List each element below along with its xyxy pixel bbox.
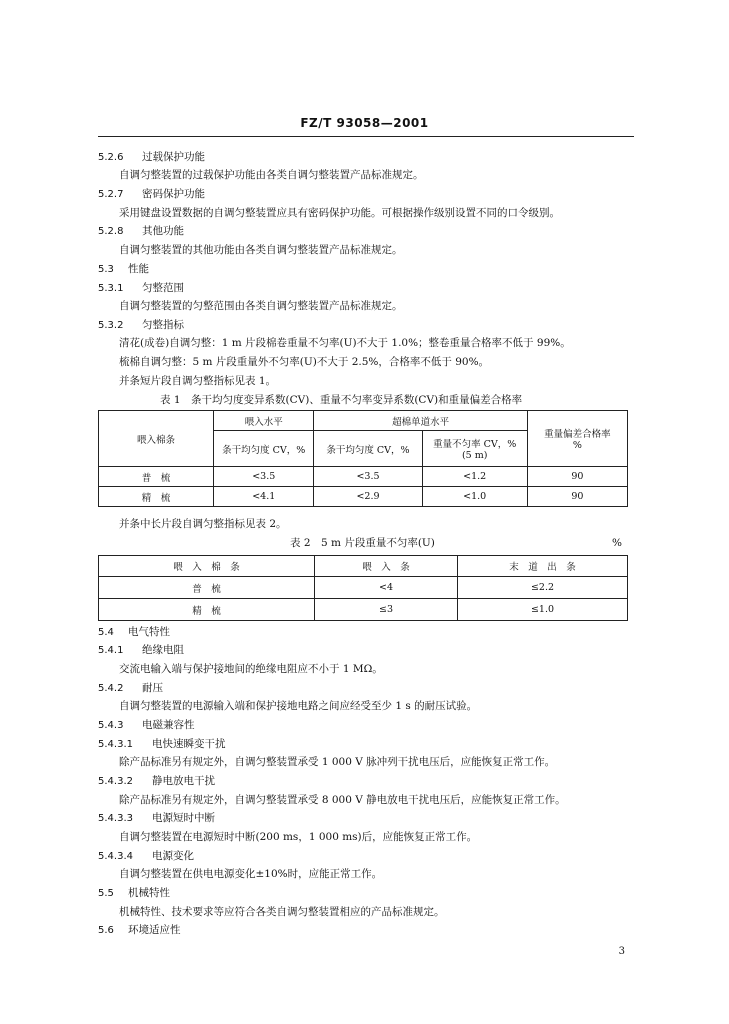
table2-header-input: 喂 入 棉 条 [99,556,315,577]
section-5-4-3-4-body: 自调匀整装置在供电电源变化±10%时，应能正常工作。 [119,868,383,880]
section-5-3-1-body: 自调匀整装置的匀整范围由各类自调匀整装置产品标准规定。 [119,300,403,312]
standard-header: FZ/T 93058—2001 [300,116,429,130]
section-5-4-3-1-body: 除产品标准另有规定外，自调匀整装置承受 1 000 V 脉冲列干扰电压后，应能恢复正常工作。 [119,756,556,768]
section-5-4-3-3-body: 自调匀整装置在电源短时中断(200 ms，1 000 ms)后，应能恢复正常工作。 [119,831,478,843]
section-5-2-6-heading: 5.2.6 过载保护功能 [98,151,205,163]
section-5-4-3-3-heading: 5.4.3.3 电源短时中断 [98,812,215,824]
section-5-3-heading: 5.3 性能 [98,263,149,275]
header-rule [98,136,634,137]
section-5-4-3-2-body: 除产品标准另有规定外，自调匀整装置承受 8 000 V 静电放电干扰电压后，应能恢复正常工作。 [119,794,566,806]
section-5-4-1-heading: 5.4.1 绝缘电阻 [98,644,184,656]
table1-header-feed-group: 喂入水平 [214,411,314,431]
section-5-4-1-body: 交流电输入端与保护接地间的绝缘电阻应不小于 1 MΩ。 [119,663,383,675]
page-number: 3 [618,946,625,957]
table1-caption: 表 1 条干均匀度变异系数(CV)、重量不匀率变异系数(CV)和重量偏差合格率 [160,394,523,406]
table-row: 精 梳 <4.1 <2.9 <1.0 90 [99,487,628,507]
table2-header-output: 末 道 出 条 [458,556,628,577]
section-5-3-2-line2: 梳棉自调匀整：5 m 片段重量外不匀率(U)不大于 2.5%，合格率不低于 90%。 [119,356,490,368]
table2 [98,555,628,621]
section-5-5-heading: 5.5 机械特性 [98,887,170,899]
table1-header-feed-cv: 条干均匀度 CV，% [214,431,314,467]
section-5-3-2-heading: 5.3.2 匀整指标 [98,319,184,331]
section-5-4-3-4-heading: 5.4.3.4 电源变化 [98,850,194,862]
section-5-4-heading: 5.4 电气特性 [98,626,170,638]
table-row: 普 梳 <3.5 <3.5 <1.2 90 [99,467,628,487]
section-5-4-3-2-heading: 5.4.3.2 静电放电干扰 [98,775,215,787]
section-5-2-8-heading: 5.2.8 其他功能 [98,225,184,237]
section-5-2-8-body: 自调匀整装置的其他功能由各类自调匀整装置产品标准规定。 [119,244,403,256]
section-5-3-2-line3: 并条短片段自调匀整指标见表 1。 [119,375,277,387]
table2-unit: % [612,537,622,549]
table2-header-feed: 喂 入 条 [315,556,458,577]
section-5-2-7-body: 采用键盘设置数据的自调匀整装置应具有密码保护功能。可根据操作级别设置不同的口令级别。 [119,207,560,219]
table2-intro: 并条中长片段自调匀整指标见表 2。 [119,518,287,530]
section-5-2-6-body: 自调匀整装置的过载保护功能由各类自调匀整装置产品标准规定。 [119,169,424,181]
table1-header-pass: 重量偏差合格率 % [527,411,627,467]
table-row: 精 梳 ≤3 ≤1.0 [99,599,628,621]
section-5-4-3-heading: 5.4.3 电磁兼容性 [98,719,195,731]
section-5-4-2-heading: 5.4.2 耐压 [98,682,163,694]
section-5-2-7-heading: 5.2.7 密码保护功能 [98,188,205,200]
section-5-5-body: 机械特性、技术要求等应符合各类自调匀整装置相应的产品标准规定。 [119,906,445,918]
table1-header-exceed-cv: 条干均匀度 CV，% [314,431,422,467]
table1 [98,410,628,507]
table2-caption: 表 2 5 m 片段重量不匀率(U) [290,537,435,549]
table-row: 普 梳 <4 ≤2.2 [99,577,628,599]
section-5-4-3-1-heading: 5.4.3.1 电快速瞬变干扰 [98,738,226,750]
table1-header-exceed-weight: 重量不匀率 CV，% (5 m) [422,431,527,467]
section-5-6-heading: 5.6 环境适应性 [98,924,181,936]
table1-header-exceed-group: 超棉单道水平 [314,411,527,431]
section-5-3-2-line1: 清花(成卷)自调匀整：1 m 片段棉卷重量不匀率(U)不大于 1.0%；整卷重量合格率不低于 99%。 [119,337,571,349]
section-5-4-2-body: 自调匀整装置的电源输入端和保护接地电路之间应经受至少 1 s 的耐压试验。 [119,700,478,712]
table1-header-input: 喂入棉条 [99,411,214,467]
section-5-3-1-heading: 5.3.1 匀整范围 [98,282,184,294]
